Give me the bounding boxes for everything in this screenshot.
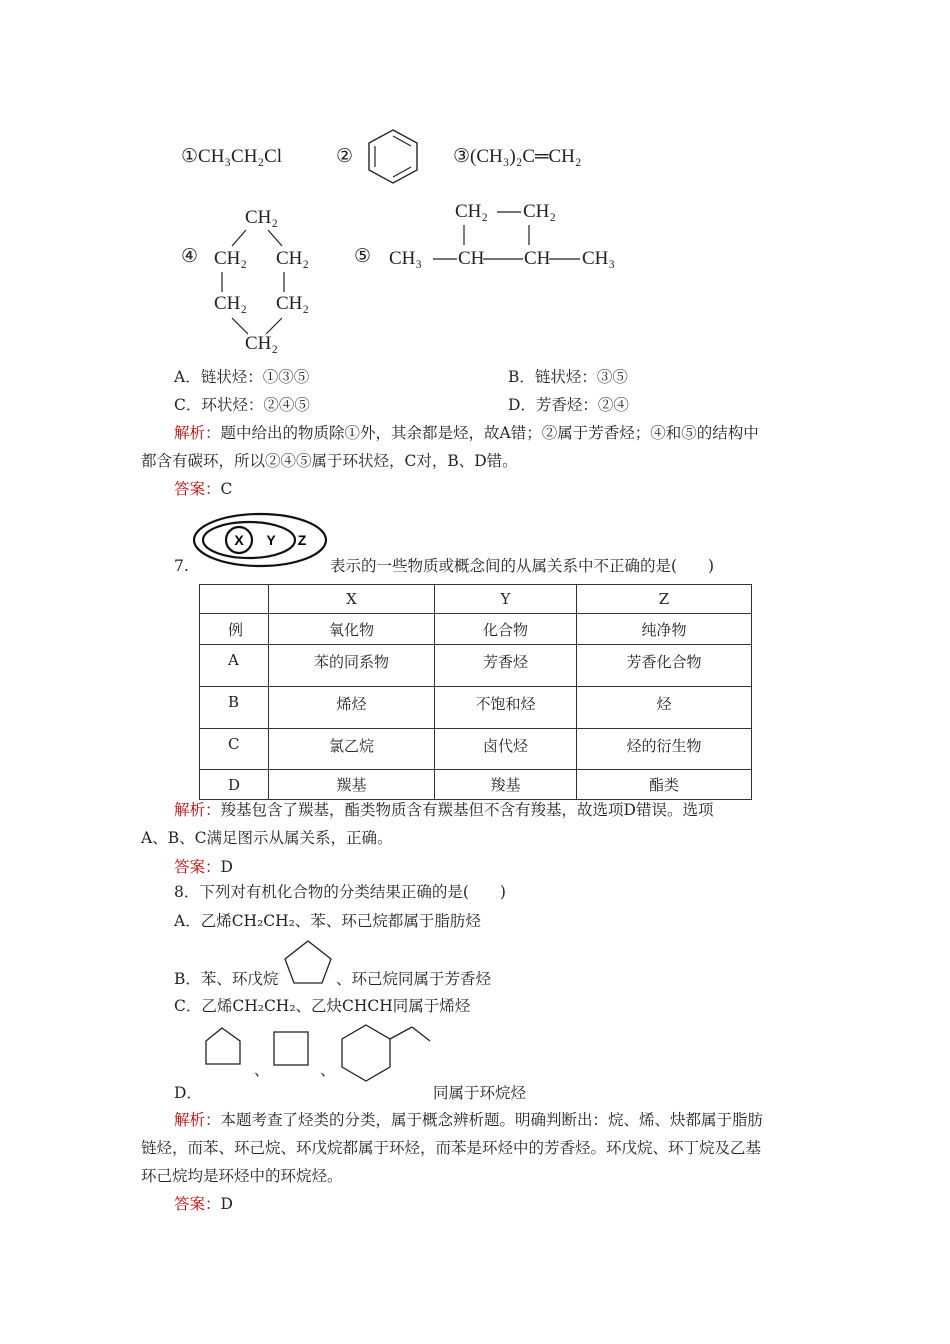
venn-y: Y	[266, 532, 276, 548]
table-row	[200, 770, 752, 800]
q6-option-c[interactable]: C．环状烃：②④⑤	[174, 396, 310, 414]
q6-option-d[interactable]: D．芳香烃：②④	[508, 396, 629, 414]
table-header-row	[200, 585, 752, 614]
table-cell: 氯乙烷	[269, 729, 435, 770]
cb-ch2-left: CH₂	[455, 201, 489, 222]
table-cell: 芳香化合物	[577, 645, 752, 687]
q8-answer: 答案：D	[174, 1195, 233, 1213]
q8-option-b-pre[interactable]: B．苯、环戊烷	[174, 970, 279, 988]
table-cell: 不饱和烃	[435, 687, 577, 729]
cyclopentane-icon	[283, 938, 335, 986]
ring-bonds	[200, 200, 340, 350]
table-cell: 纯净物	[577, 614, 752, 645]
table-cell: 卤代烃	[435, 729, 577, 770]
structure-3-isobutylene: ③(CH₃)₂C═CH₂	[453, 146, 582, 167]
table-row	[200, 645, 752, 687]
ethylcyclohexane-icon	[338, 1022, 434, 1094]
table-cell: 烃的衍生物	[577, 729, 752, 770]
table-cell: 酯类	[577, 770, 752, 800]
q7-stem: 表示的一些物质或概念间的从属关系中不正确的是( )	[330, 557, 715, 575]
q8-analysis-line-2: 链烃，而苯、环己烷、环戊烷都属于环烃，而苯是环烃中的芳香烃。环戊烷、环丁烷及乙基	[141, 1139, 762, 1157]
table-row	[200, 729, 752, 770]
analysis-label: 解析：	[174, 1111, 221, 1129]
structure-4-number: ④	[181, 246, 199, 267]
venn-x: X	[234, 532, 244, 548]
cyclobutane-bonds	[380, 195, 650, 275]
analysis-label: 解析：	[174, 424, 221, 442]
table-header-cell: X	[269, 585, 435, 614]
table-cell: 例	[200, 614, 269, 645]
table-header-cell: Z	[577, 585, 752, 614]
classification-table	[199, 584, 752, 800]
q6-option-a[interactable]: A．链状烃：①③⑤	[174, 368, 310, 386]
q6-option-b[interactable]: B．链状烃：③⑤	[508, 368, 628, 386]
q8-analysis-line-3: 环己烷均是环烃中的环烷烃。	[141, 1167, 343, 1185]
table-cell: 化合物	[435, 614, 577, 645]
cb-ch3-left: CH₃	[389, 248, 423, 269]
analysis-label: 解析：	[174, 801, 221, 819]
q7-number: 7.	[174, 557, 189, 575]
q8-stem: 8．下列对有机化合物的分类结果正确的是( )	[174, 883, 506, 901]
q8-analysis-line-1: 解析：本题考查了烃类的分类，属于概念辨析题。明确判断出：烷、烯、炔都属于脂肪	[174, 1111, 764, 1129]
structure-5-number: ⑤	[354, 246, 372, 267]
ring-ch2-upper-right: CH₂	[276, 248, 310, 269]
table-cell: 苯的同系物	[269, 645, 435, 687]
cb-ch-right: CH	[524, 248, 551, 269]
ring-ch2-bottom: CH₂	[245, 333, 279, 354]
table-cell: D	[200, 770, 269, 800]
cb-ch3-right: CH₃	[582, 248, 616, 269]
q6-analysis-line-2: 都含有碳环，所以②④⑤属于环状烃，C对，B、D错。	[141, 452, 518, 470]
q6-analysis-line-1: 解析：题中给出的物质除①外，其余都是烃，故A错；②属于芳香烃；④和⑤的结构中	[174, 424, 759, 442]
answer-label: 答案：	[174, 1195, 221, 1213]
q8-option-c[interactable]: C．乙烯CH₂CH₂、乙炔CHCH同属于烯烃	[174, 997, 471, 1015]
q7-answer: 答案：D	[174, 858, 233, 876]
ring-ch2-top: CH₂	[245, 207, 279, 228]
table-cell: 芳香烃	[435, 645, 577, 687]
structure-1-chloroethane: ①CH₃CH₂Cl	[181, 146, 283, 167]
table-header-cell: Y	[435, 585, 577, 614]
ring-ch2-lower-right: CH₂	[276, 293, 310, 314]
cb-ch2-right: CH₂	[523, 201, 557, 222]
cyclobutane-icon	[272, 1030, 312, 1070]
table-header-cell	[200, 585, 269, 614]
table-row	[200, 614, 752, 645]
structure-2-number: ②	[336, 146, 354, 167]
q7-analysis-line-2: A、B、C满足图示从属关系，正确。	[141, 829, 393, 847]
q6-answer: 答案：C	[174, 480, 233, 498]
venn-diagram	[192, 512, 332, 570]
table-cell: 羰基	[269, 770, 435, 800]
cyclopentane-icon	[204, 1025, 244, 1067]
venn-z: Z	[297, 532, 307, 548]
table-cell: 羧基	[435, 770, 577, 800]
table-cell: C	[200, 729, 269, 770]
table-cell: 烯烃	[269, 687, 435, 729]
q8-option-d-label[interactable]: D．	[174, 1084, 202, 1102]
q8-option-b-post[interactable]: 、环己烷同属于芳香烃	[336, 970, 492, 988]
table-row	[200, 687, 752, 729]
q7-analysis-line-1: 解析：羧基包含了羰基，酯类物质含有羰基但不含有羧基，故选项D错误。选项	[174, 801, 714, 819]
q8-option-d-separator: 、	[254, 1061, 270, 1079]
cb-ch-left: CH	[458, 248, 485, 269]
q8-option-a[interactable]: A．乙烯CH₂CH₂、苯、环己烷都属于脂肪烃	[174, 912, 481, 930]
table-cell: B	[200, 687, 269, 729]
q8-option-d-post[interactable]: 同属于环烷烃	[433, 1084, 527, 1102]
table-cell: A	[200, 645, 269, 687]
q8-option-d-separator: 、	[320, 1061, 336, 1079]
table-cell: 氧化物	[269, 614, 435, 645]
benzene-ring-icon	[366, 128, 420, 186]
answer-label: 答案：	[174, 858, 221, 876]
ring-ch2-upper-left: CH₂	[214, 248, 248, 269]
table-cell: 烃	[577, 687, 752, 729]
answer-label: 答案：	[174, 480, 221, 498]
ring-ch2-lower-left: CH₂	[214, 293, 248, 314]
